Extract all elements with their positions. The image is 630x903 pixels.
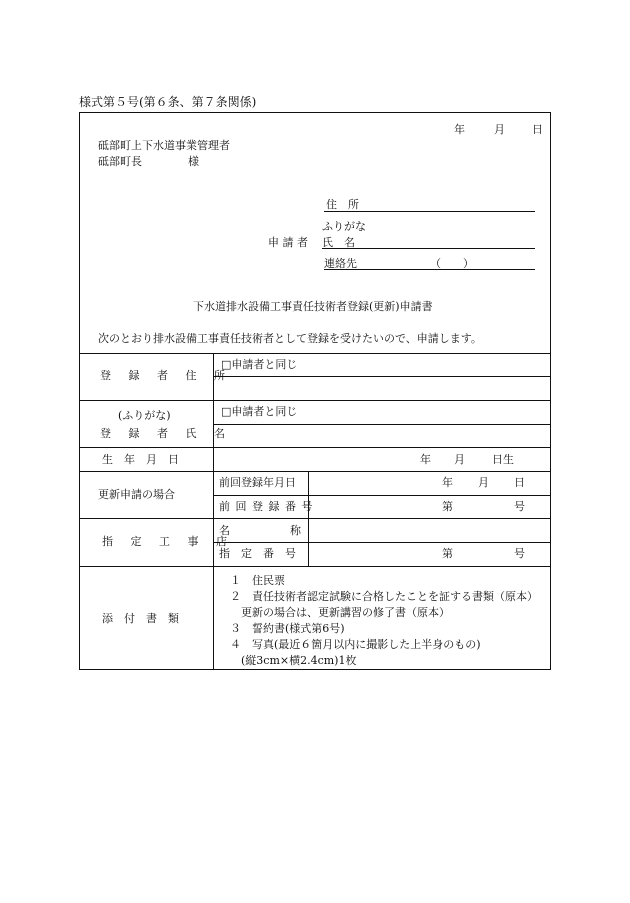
reg-name-label: 登 録 者 氏 名: [100, 427, 232, 440]
row-line: [80, 400, 550, 401]
address-label: 住 所: [326, 198, 359, 211]
prev-month: 月: [478, 476, 489, 489]
contact-label: 連絡先: [324, 257, 357, 270]
application-form: [79, 112, 551, 670]
shop-go: 号: [514, 547, 525, 560]
row-line: [213, 495, 550, 496]
address-underline: [324, 211, 535, 212]
name-underline: [322, 248, 535, 249]
attachment-item: ３ 誓約書(様式第6号): [230, 622, 345, 635]
shop-dai: 第: [442, 547, 453, 560]
addressee-line1: 砥部町上下水道事業管理者: [98, 139, 230, 152]
renewal-label: 更新申請の場合: [98, 488, 175, 501]
row-line: [213, 424, 550, 425]
form-heading: 下水道排水設備工事責任技術者登録(更新)申請書: [193, 300, 433, 313]
attachment-item: １ 住民票: [230, 574, 285, 587]
column-line: [213, 353, 214, 669]
row-line: [80, 447, 550, 448]
attachment-item: ２ 責任技術者認定試験に合格したことを証する書類（原本）: [230, 590, 538, 603]
row-line: [213, 376, 550, 377]
prev-day: 日: [514, 476, 525, 489]
contact-paren: （ ）: [430, 257, 474, 270]
row-line: [80, 518, 550, 519]
attach-label: 添 付 書 類: [102, 612, 179, 625]
attachment-item: (縦3cm×横2.4cm)1枚: [230, 654, 357, 667]
contact-underline: [324, 269, 535, 270]
shop-name-label-2: 称: [290, 524, 301, 537]
shop-name-label-1: 名: [219, 524, 230, 537]
same-as-applicant-checkbox-2[interactable]: □申請者と同じ: [221, 405, 298, 418]
name-label: 氏 名: [322, 236, 355, 249]
birth-day: 日生: [492, 453, 514, 466]
prev-number-label: 前 回 登 録 番 号: [219, 500, 314, 513]
addressee-name: 砥部町長: [98, 155, 142, 168]
applicant-label: 申 請 者: [268, 236, 308, 249]
form-title: 様式第５号(第６条、第７条関係): [79, 95, 257, 109]
row-line: [80, 566, 550, 567]
date-day: 日: [532, 123, 543, 136]
row-line: [213, 542, 550, 543]
same-as-applicant-checkbox-1[interactable]: □申請者と同じ: [221, 358, 298, 371]
birth-year: 年: [420, 453, 431, 466]
birth-month: 月: [454, 453, 465, 466]
prev-date-label: 前回登録年月日: [219, 476, 296, 489]
row-line: [80, 471, 550, 472]
birth-label: 生 年 月 日: [102, 453, 179, 466]
column-line: [308, 471, 309, 566]
addressee-sama: 様: [188, 155, 199, 168]
intro-text: 次のとおり排水設備工事責任技術者として登録を受けたいので、申請します。: [98, 332, 482, 345]
prev-year: 年: [442, 476, 453, 489]
prev-go: 号: [514, 500, 525, 513]
attachment-item: ４ 写真(最近６箇月以内に撮影した上半身のもの): [230, 638, 481, 651]
reg-address-label: 登 録 者 住 所: [100, 369, 232, 382]
shop-number-label: 指 定 番 号: [219, 547, 296, 560]
furigana-label: ふりがな: [322, 220, 366, 233]
shop-label: 指 定 工 事 店: [102, 535, 234, 548]
table-top-line: [80, 353, 550, 354]
date-month: 月: [494, 123, 505, 136]
prev-dai: 第: [442, 500, 453, 513]
date-year: 年: [454, 123, 465, 136]
furigana-paren-label: (ふりがな): [118, 409, 171, 422]
attachment-item: 更新の場合は、更新講習の修了書（原本）: [230, 606, 450, 619]
